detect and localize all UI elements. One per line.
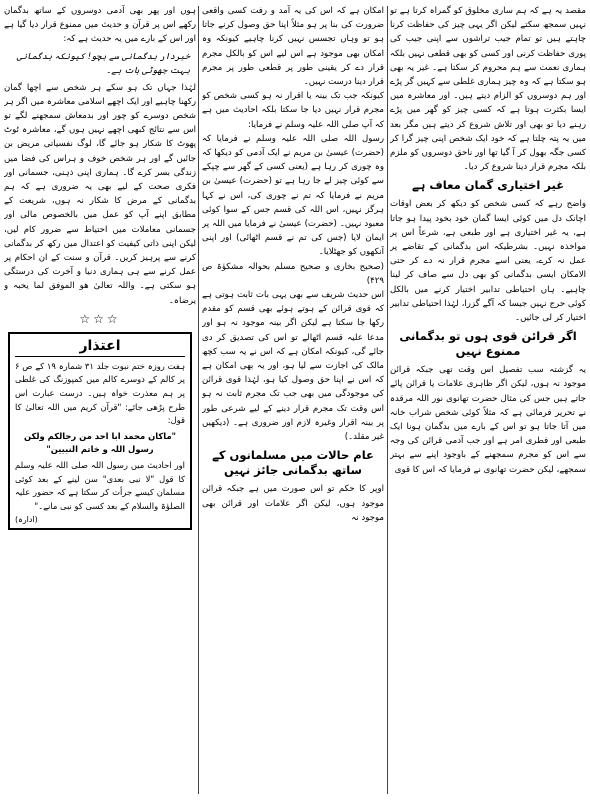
apology-notice-box [8, 332, 192, 531]
column-left [4, 4, 196, 796]
notice-signature: (ادارہ) [15, 515, 38, 525]
paragraph: اوپر کا حکم تو اس صورت میں ہے جبکہ قرائن موجود ہوں، لیکن اگر علامات اور قرائن بھی موجود نہ [202, 484, 384, 523]
column-right [390, 4, 586, 796]
quran-verse: "ماکان محمد ابا احد من رجالکم ولکن رسول اللہ و خاتم النبیین" [24, 430, 176, 455]
paragraph: لہٰذا جہاں تک ہو سکے ہر شخص سے اچھا گمان رکھنا چاہیے اور ایک اچھے اسلامی معاشرہ میں اگر ہر شخص دوسرے کو چور اور بدمعاش سمجھنے لگے تو اس سے نتائج کبھی اچھے نہیں ہوں گے، معاشرہ ٹوٹ پھوٹ کا شکار ہو جائے گا، لوگ نفسیاتی مریض بن جائیں گے اور ہر شخص خوف و ہراس کی فضا میں زندگی بسر کرے گا۔ ہماری اپنی ذہنی، جسمانی اور فکری صحت کے لیے بھی یہ ضروری ہے کہ ہم بدگمانی کے مرض کا شکار نہ ہوں، شریعت کے مطابق اپنے آپ کو عمل میں بالخصوص مالی اور جسمانی معاملات میں احتیاط سے ضرور کام لیں، لیکن اپنی ذاتی کیفیت کو اعتدال میں رکھ کر بدگمانی کرنے سے پرہیز کریں۔ قرآن و سنت کے ان احکام پر عمل کرنے سے ہی ہماری دنیا و آخرت کی درستگی ہو سکتی ہے۔ واللہ تعالیٰ ھو الموفق لما یحبہ و یرضاہ۔ [4, 82, 196, 306]
section-heading: عام حالات میں مسلمانوں کے ساتھ بدگمانی جائز نہیں [212, 448, 374, 478]
column-divider [198, 6, 199, 794]
column-divider [387, 6, 388, 794]
notice-title: اعتذار [15, 336, 185, 357]
paragraph: مقصد یہ ہے کہ ہم ساری مخلوق کو گمراہ کرتا ہے تو نہیں سمجھ سکتے لیکن اگر یہی چیز کی حفاظت کرنا چاہتے ہیں تو تمام جیب تراشوں سے اپنی جیب کی پوری حفاظت کرنی اور کسی کو بھی قطعی نہیں بلکہ ہماری نعمت سے ہم محروم کر سکتا ہے۔ غیر یہ بھی ہو سکتا ہے کہ وہ چیز ہماری غلطی سے کہیں گر پڑے اور ہم دوسروں کو الزام دیتے ہیں۔ اور معاشرہ میں ایسا بکثرت ہوتا ہے کہ کسی چیز کو گھر میں پڑے رہنے دیا تو بھی اور تلاش شروع کر دیتے ہیں مگر بعد میں یہ پتہ چلتا ہے کہ خود ایک شخص اپنی چیز گرا کر کسی جگہ بھول کر آ گیا تھا اور ناحق دوسروں کو ملزم بلکہ مجرم قرار دینا شروع کر دیا۔ [390, 6, 586, 173]
notice-text: اور احادیث میں رسول اللہ صلی اللہ علیہ وسلم کا قول "لا نبی بعدی" سن لینے کے بعد کوئی مسلمان کیسے جرأت کر سکتا ہے کہ حضور علیہ الصلوٰۃ والسلام کے بعد کسی کو نبی مانے۔" [15, 460, 185, 511]
hadith-reference: (صحیح بخاری و صحیح مسلم بحوالہ مشکوٰۃ ص ۴۲۹) [202, 261, 384, 286]
paragraph: اس حدیث شریف سے بھی یہی بات ثابت ہوتی ہے کہ قوی قرائن کے ہوتے ہوئے بھی قسم کو مقدم رکھا جا سکتا ہے لیکن اگر بینہ موجود نہ ہو اور مدعا علیہ قسم اٹھالے تو اس کی تصدیق کر دی جائے گی، کیونکہ امکان ہے کہ اس نے یہ سب کچھ مالک کی اجازت سے لیا ہو، اور یہ بھی امکان ہے کہ اس نے اپنا حق وصول کیا ہو، لہٰذا قوی قرائن کی موجودگی میں بھی جب تک مجرم ثابت نہ ہو اس وقت تک مجرم قرار دینے کے لیے شرعی طور پر بینہ اقرار وغیرہ لازم اور ضروری ہے۔ (دیکھیں غیر مقلد۔) [202, 290, 384, 443]
paragraph: امکان ہے کہ اس کی یہ آمد و رفت کسی واقعی ضرورت کی بنا پر ہو مثلاً اپنا حق وصول کرنے جاتا ہو تو وہاں تجسس نہیں کرنا چاہیے کیونکہ وہ امکان بھی موجود ہے اس لیے اس کو بالکل مجرم قرار دے کر یقینی طور پر قطعی طور پر مجرم قرار دینا درست نہیں۔ [202, 6, 384, 88]
notice-text: ہفت روزہ ختم نبوت جلد ۳۱ شمارہ ۱۹ کے ص ۶ پر کالم کے دوسرے کالم میں کمپوزنگ کی غلطی پر ہم معذرت خواہ ہیں۔ درست عبارت اس طرح پڑھی جائے: "قرآن کریم میں اللہ تعالیٰ کا قول: [15, 360, 185, 426]
paragraph: ہوں اور پھر بھی آدمی دوسروں کے ساتھ بدگمان رکھے اس پر قرآن و حدیث میں ممنوع قرار دیا گیا ہے اور اس کے بارے میں یہ حدیث ہے کہ: [4, 6, 196, 45]
hadith-quote: خبردار بدگمانی سے بچو! کیونکہ بدگمانی بہت جھوٹی بات ہے۔ [16, 51, 190, 76]
paragraph: واضح رہے کہ کسی شخص کو دیکھ کر بعض اوقات اچانک دل میں کوئی ایسا گمان خود بخود پیدا ہو جاتا ہے، یہ غیر اختیاری ہے اور طبعی ہے، شرعاً اس پر مواخذہ نہیں۔ بشرطیکہ اس بدگمانی کے تقاضے پر عمل نہ کرے، یعنی اسے مجرم قرار نہ دے کر حتی الامکان ایسی بدگمانی کو بھی دل سے صاف کر لینا چاہیے۔ ہاں احتیاطی تدابیر اختیار کرنے میں بالکل کوئی حرج نہیں جیسا کہ آگے گزرا، لہٰذا احتیاطی تدابیر اختیار کر لی جائیں۔ [390, 199, 586, 324]
star-divider: ☆☆☆ [79, 311, 121, 326]
paragraph: یہ گزشتہ سب تفصیل اس وقت تھی جبکہ قرائن موجود نہ ہوں، لیکن اگر ظاہری علامات یا قرائن پائے جاتے ہیں جس کی مثال حضرت تھانوی نور اللہ مرقدہ نے تحریر فرمائی ہے کہ مثلاً کوئی شخص شراب خانہ میں آتا جاتا ہو تو اس کے بارے میں بدگمان ہونا ایک طبعی اور فطری امر ہے اور جب آدمی قرائن کی وجہ سے اس کو مجرم سمجھنے کے باوجود اپنے سے بہتر سمجھے، لیکن حضرت تھانوی نے فرمایا کہ اس کا قوی [390, 365, 586, 475]
section-heading: اگر قرائن قوی ہوں تو بدگمانی ممنوع نہیں [399, 329, 577, 359]
column-middle [202, 4, 384, 796]
hadith-text: رسول اللہ صلی اللہ علیہ وسلم نے فرمایا کہ (حضرت) عیسیٰ بن مریم نے ایک آدمی کو دیکھا کہ وہ چوری کر رہا ہے (یعنی کسی کے گھر سے چپکے سے کوئی چیز لے جا رہا ہے تو (حضرت) عیسیٰ بن مریم نے فرمایا کہ تم نے چوری کی، اس نے کہا ہرگز نہیں، اس اللہ کی قسم جس کے سوا کوئی معبود نہیں۔ (حضرت) عیسیٰ نے فرمایا میں اللہ پر ایمان لایا (جس کی تم نے قسم اٹھائی) اور اپنی آنکھوں کو جھٹلایا۔ [202, 133, 384, 258]
section-heading: غیر اختیاری گمان معاف ہے [411, 178, 565, 193]
paragraph: کیونکہ جب تک بینہ یا اقرار نہ ہو کسی شخص کو مجرم قرار نہیں دیا جا سکتا بلکہ احادیث میں ہے کہ آپ صلی اللہ علیہ وسلم نے فرمایا: [202, 91, 384, 130]
